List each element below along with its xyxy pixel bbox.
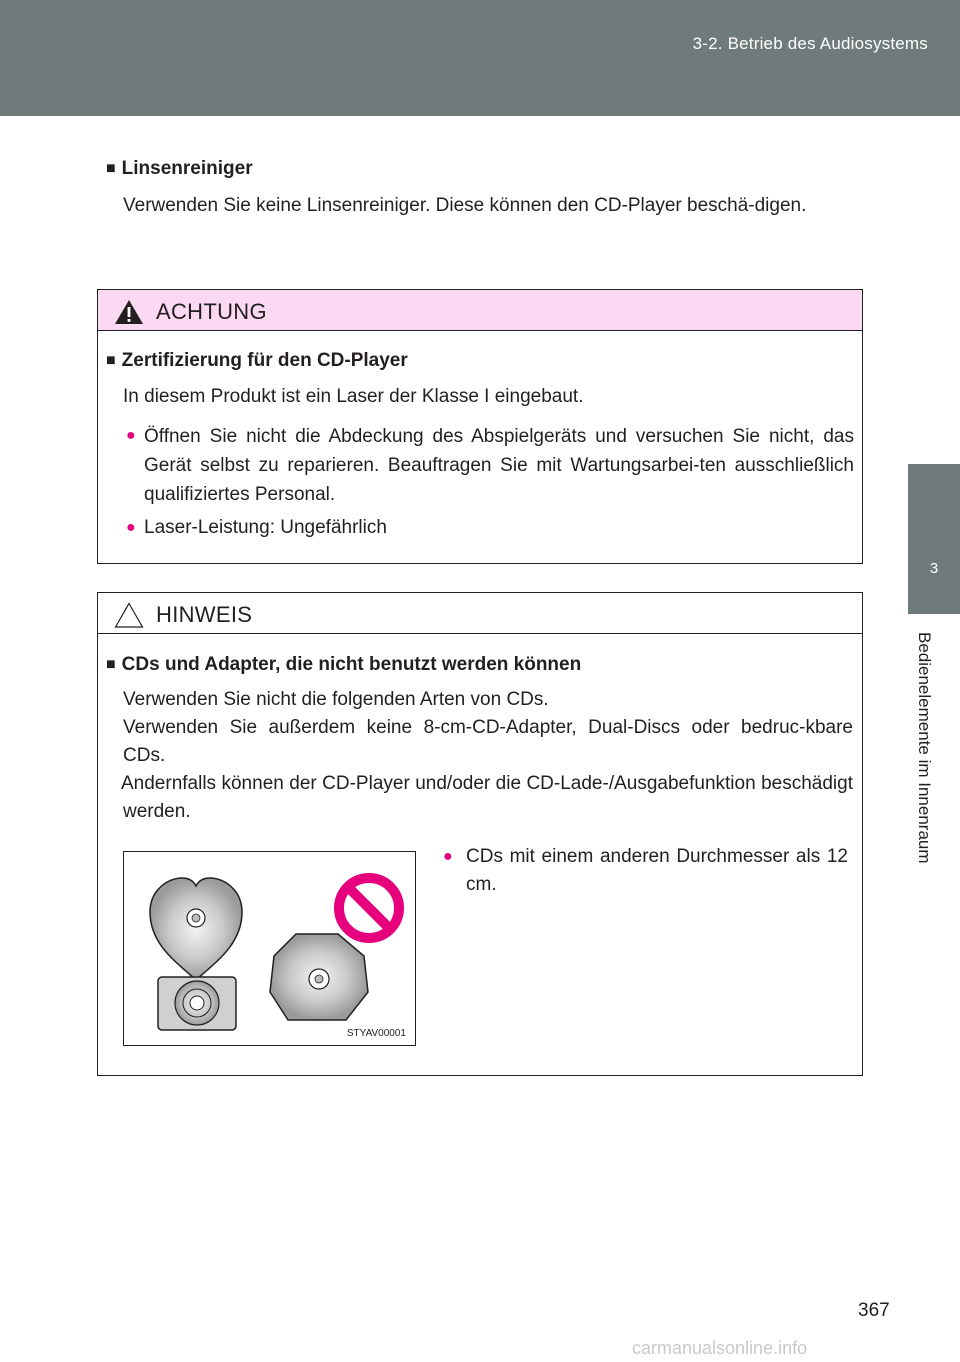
hinweis-heading: ■ CDs und Adapter, die nicht benutzt werden können — [106, 654, 582, 675]
achtung-bullet-1: Öffnen Sie nicht die Abdeckung des Abspielgeräts und versuchen Sie nicht, das Gerät selbst zu reparieren. Beauftragen Sie mit Wartungsarbei-ten ausschließlich qualifiziertes Personal. — [144, 426, 854, 505]
hinweis-header — [98, 593, 862, 634]
achtung-title: ACHTUNG — [156, 299, 267, 324]
chapter-number: 3 — [929, 560, 939, 577]
hinweis-line-1: Verwenden Sie nicht die folgenden Arten von CDs. — [123, 689, 549, 710]
hinweis-line-3: Andernfalls können der CD-Player und/oder die CD-Lade-/Ausgabefunktion beschädigt werden. — [121, 773, 853, 822]
lens-heading: ■ Linsenreiniger — [106, 158, 253, 179]
square-bullet-icon: ■ — [106, 352, 116, 369]
achtung-heading: ■ Zertifizierung für den CD-Player — [106, 350, 408, 371]
prohibited-icon — [339, 878, 399, 938]
square-bullet-icon: ■ — [106, 160, 116, 177]
hinweis-bullet: CDs mit einem anderen Durchmesser als 12 cm. — [466, 846, 848, 895]
heart-cd-icon — [150, 878, 242, 980]
caution-icon — [114, 602, 144, 628]
section-title: 3-2. Betrieb des Audiosystems — [692, 34, 928, 53]
cd-types-figure — [123, 851, 416, 1046]
cd-illustration — [124, 852, 415, 1045]
achtung-box — [97, 289, 863, 564]
warning-icon — [114, 299, 144, 325]
achtung-intro: In diesem Produkt ist ein Laser der Klasse I eingebaut. — [123, 386, 584, 407]
octagon-cd-icon — [270, 934, 368, 1020]
bullet-dot-icon: ● — [126, 427, 136, 444]
watermark: carmanualsonline.info — [632, 1338, 808, 1358]
hinweis-title: HINWEIS — [156, 602, 253, 627]
header-bar — [0, 0, 960, 116]
figure-code: STYAV00001 — [346, 1028, 406, 1039]
bullet-dot-icon: ● — [126, 519, 136, 536]
page-number: 367 — [858, 1300, 890, 1321]
square-adapter-icon — [158, 977, 236, 1030]
bullet-dot-icon: ● — [443, 848, 453, 865]
lens-body: Verwenden Sie keine Linsenreiniger. Diese können den CD-Player beschä-digen. — [123, 195, 807, 216]
chapter-label: Bedienelemente im Innenraum — [915, 632, 934, 864]
hinweis-line-2: Verwenden Sie außerdem keine 8-cm-CD-Adapter, Dual-Discs oder bedruc-kbare CDs. — [123, 717, 853, 766]
square-bullet-icon: ■ — [106, 656, 116, 673]
chapter-tab — [908, 464, 960, 614]
achtung-header — [98, 290, 862, 331]
achtung-bullet-2: Laser-Leistung: Ungefährlich — [144, 517, 387, 538]
